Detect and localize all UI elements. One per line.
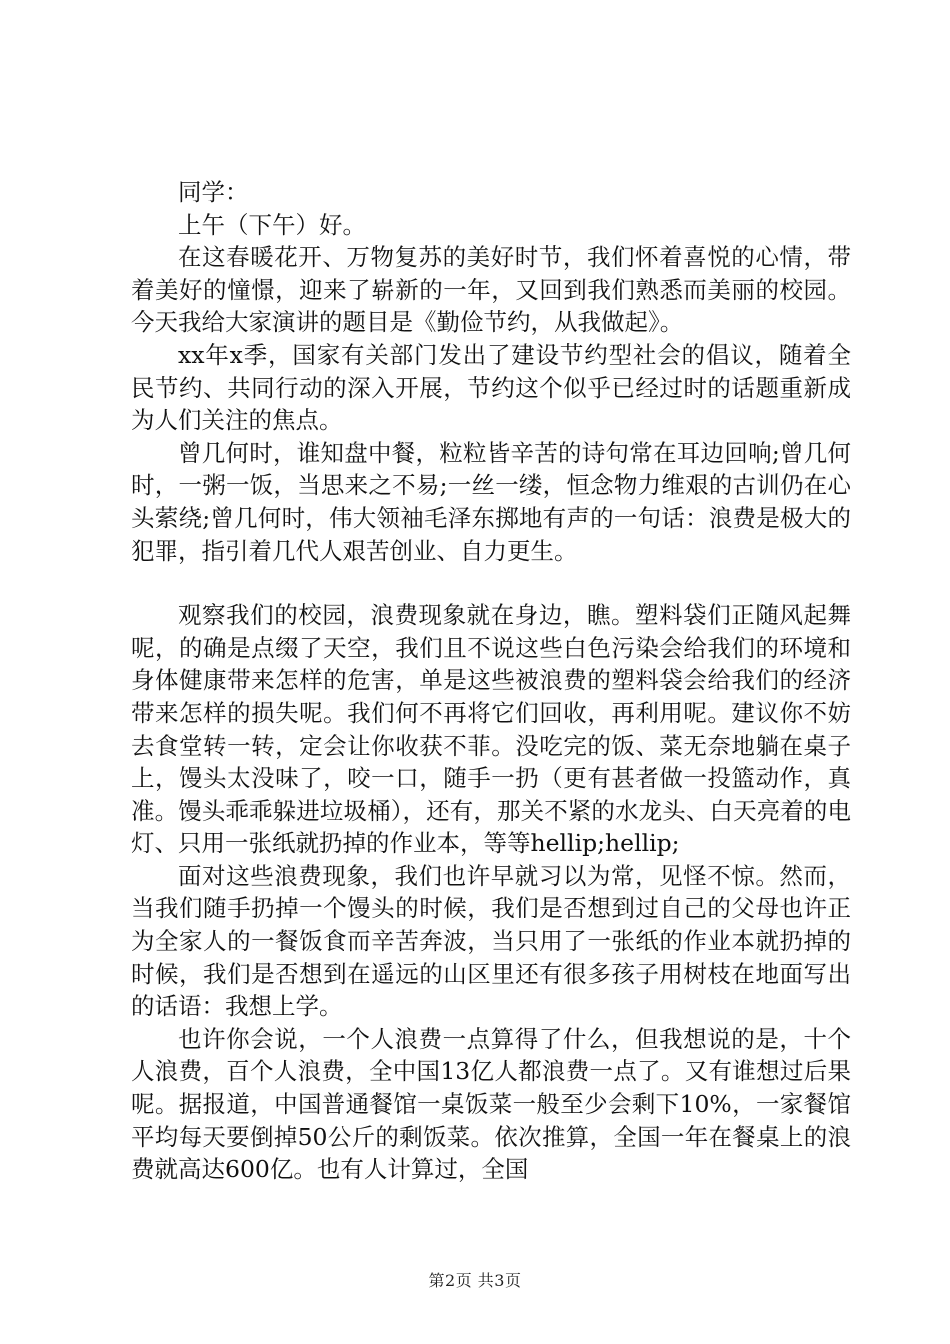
- salutation: 同学：: [178, 178, 249, 206]
- page-number: 第2页 共3页: [428, 1271, 522, 1290]
- paragraph-reflection: 面对这些浪费现象，我们也许早就习以为常，见怪不惊。然而，当我们随手扔掉一个馒头的时候，我们是否想到过自己的父母也许正为全家人的一餐饭食而辛苦奔波，当只用了一张纸的作业本就扔掉的时候，我们是否想到在遥远的山区里还有很多孩子用树枝在地面写出的话语：我想上学。: [131, 861, 851, 1021]
- document-body: [131, 176, 851, 1186]
- greeting: 上午（下午）好。: [178, 210, 366, 239]
- paragraph-intro: 在这春暖花开、万物复苏的美好时节，我们怀着喜悦的心情，带着美好的憧憬，迎来了崭新的一年，又回到我们熟悉而美丽的校园。今天我给大家演讲的题目是《勤俭节约，从我做起》。: [131, 243, 851, 337]
- paragraph-initiative: xx年x季，国家有关部门发出了建设节约型社会的倡议，随着全民节约、共同行动的深入开展，节约这个似乎已经过时的话题重新成为人们关注的焦点。: [131, 340, 851, 435]
- paragraph-statistics: 也许你会说，一个人浪费一点算得了什么，但我想说的是，十个人浪费，百个人浪费，全中国13亿人都浪费一点了。又有谁想过后果呢。据报道，中国普通餐馆一桌饭菜一般至少会剩下10%，一家餐馆平均每天要倒掉50公斤的剩饭菜。依次推算，全国一年在餐桌上的浪费就高达600亿。也有人计算过，全国: [131, 1024, 851, 1184]
- paragraph-campus: 观察我们的校园，浪费现象就在身边，瞧。塑料袋们正随风起舞呢，的确是点缀了天空，我们且不说这些白色污染会给我们的环境和身体健康带来怎样的危害，单是这些被浪费的塑料袋会给我们的经济带来怎样的损失呢。我们何不再将它们回收，再利用呢。建议你不妨去食堂转一转，定会让你收获不菲。没吃完的饭、菜无奈地躺在桌子上，馒头太没味了，咬一口，随手一扔（更有甚者做一投篮动作，真准。馒头乖乖躲进垃圾桶），还有，那关不紧的水龙头、白天亮着的电灯、只用一张纸就扔掉的作业本，等等hellip;hellip;: [131, 601, 851, 858]
- paragraph-gap: [131, 567, 851, 599]
- paragraph-history: 曾几何时，谁知盘中餐，粒粒皆辛苦的诗句常在耳边回响;曾几何时，一粥一饭，当思来之不易;一丝一缕，恒念物力维艰的古训仍在心头萦绕;曾几何时，伟大领袖毛泽东掷地有声的一句话：浪费是极大的犯罪，指引着几代人艰苦创业、自力更生。: [131, 438, 851, 565]
